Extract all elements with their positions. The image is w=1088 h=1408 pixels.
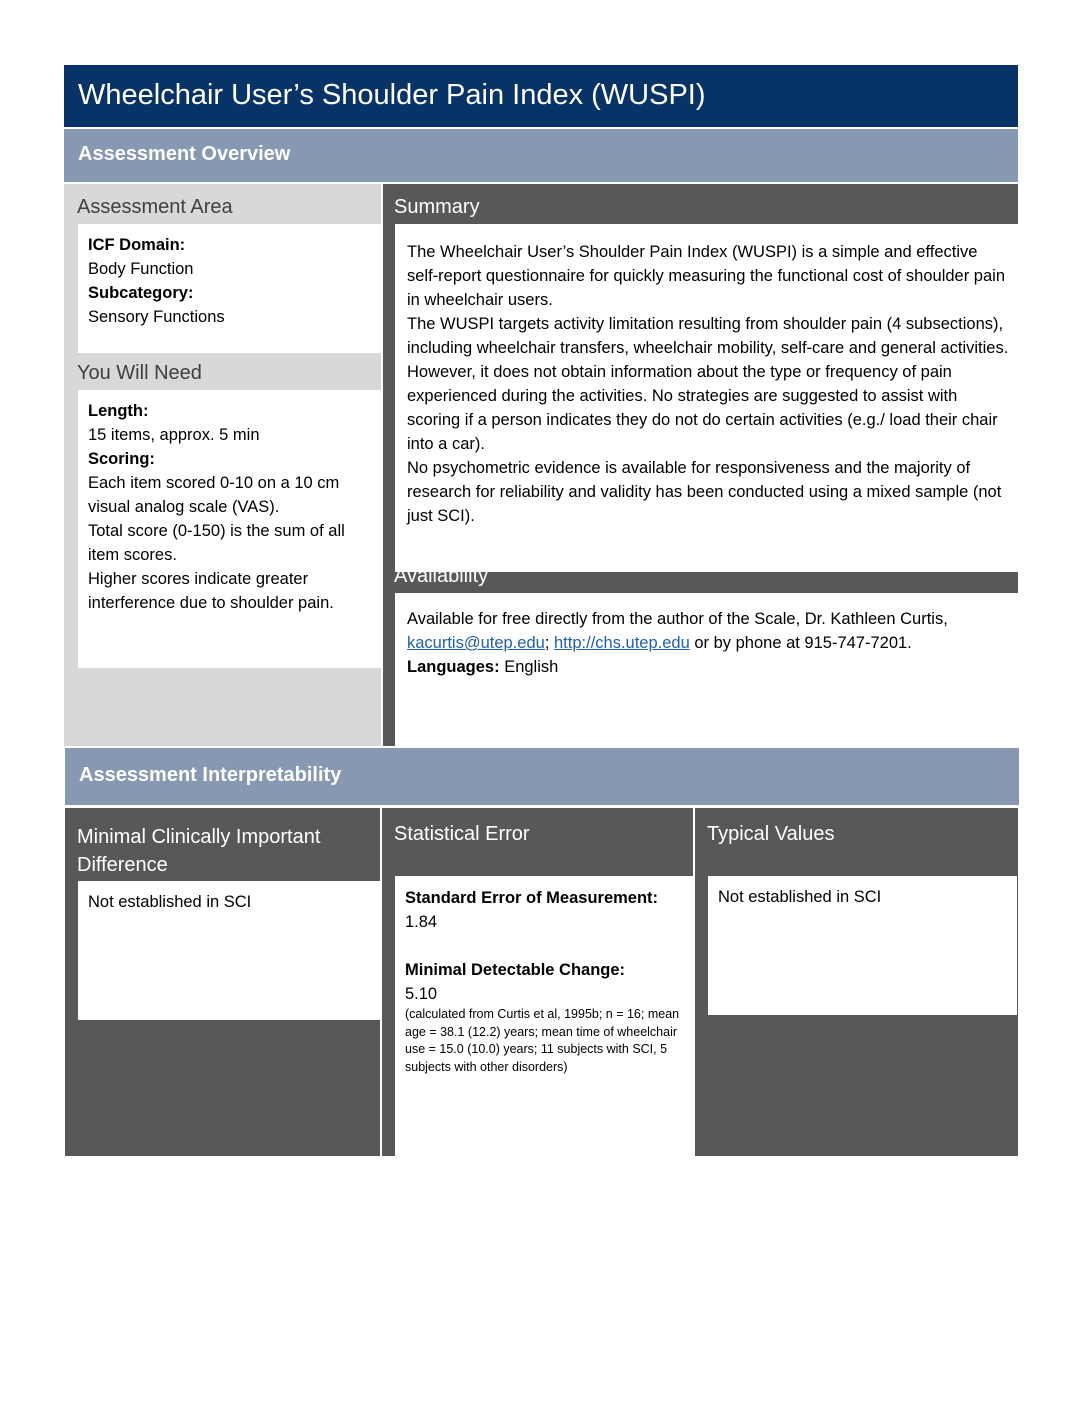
- summary-paragraph: The WUSPI targets activity limitation resulting from shoulder pain (4 subsections), including wheelchair transfers, wheelchair mobility, self-care and general activities. However, it does not obtain information about the type or frequency of pain experienced during the activities. No strategies are suggested to assist with scoring if a person indicates they do not do certain activities (e.g./ load their chair into a car).: [407, 315, 1009, 453]
- typical-values-panel: [695, 808, 1018, 1156]
- icf-domain-value: Body Function: [88, 260, 194, 278]
- scoring-label: Scoring:: [88, 450, 155, 468]
- availability-text: [407, 607, 1011, 655]
- availability-intro: Available for free directly from the author of the Scale, Dr. Kathleen Curtis,: [407, 610, 948, 628]
- calculation-note: (calculated from Curtis et al, 1995b; n = 16; mean age = 38.1 (12.2) years; mean time of wheelchair use = 15.0 (10.0) years; 11 subjects with SCI, 5 subjects with other disorders): [405, 1007, 680, 1074]
- link-separator: ;: [544, 634, 554, 652]
- languages-value: English: [499, 658, 559, 676]
- you-will-need-box: [78, 390, 387, 668]
- scoring-line: Each item scored 0-10 on a 10 cm visual analog scale (VAS).: [88, 474, 340, 516]
- mcid-value: Not established in SCI: [88, 893, 252, 911]
- interpretability-section-title: Assessment Interpretability: [79, 764, 342, 786]
- title-bar: [64, 65, 1018, 127]
- mcid-heading-line: Difference: [77, 854, 168, 876]
- mcid-heading: [77, 823, 320, 879]
- scoring-line: Total score (0-150) is the sum of all item scores.: [88, 522, 345, 564]
- summary-box: [395, 224, 1023, 572]
- statistical-error-heading: Statistical Error: [394, 823, 530, 845]
- typical-values-heading: Typical Values: [707, 823, 835, 845]
- interpretability-section-header: [65, 748, 1019, 805]
- overview-right-panel: [383, 184, 1018, 746]
- sem-value: 1.84: [405, 913, 438, 931]
- languages-label: Languages:: [407, 658, 500, 676]
- mcid-heading-line: Minimal Clinically Important: [77, 826, 321, 848]
- author-website-link[interactable]: http://chs.utep.edu: [554, 634, 690, 652]
- subcategory-value: Sensory Functions: [88, 308, 225, 326]
- typical-values-value: Not established in SCI: [718, 888, 882, 906]
- statistical-error-box: [395, 876, 701, 1168]
- overview-left-panel: [64, 184, 381, 746]
- assessment-area-box: [78, 224, 387, 353]
- languages-line: [407, 655, 1011, 679]
- length-label: Length:: [88, 402, 149, 420]
- author-email-link[interactable]: kacurtis@utep.edu: [407, 634, 545, 652]
- mcid-box: [78, 881, 387, 1020]
- summary-paragraph: No psychometric evidence is available for responsiveness and the majority of research for reliability and validity has been conducted using a mixed sample (not just SCI).: [407, 459, 1002, 525]
- mdc-label: Minimal Detectable Change:: [405, 961, 626, 979]
- availability-phone: or by phone at 915-747-7201.: [689, 634, 912, 652]
- overview-section-header: [64, 129, 1018, 182]
- typical-values-box: [708, 876, 1017, 1015]
- summary-paragraph: The Wheelchair User’s Shoulder Pain Index (WUSPI) is a simple and effective self-report questionnaire for quickly measuring the functional cost of shoulder pain in wheelchair users.: [407, 243, 1005, 309]
- icf-domain-label: ICF Domain:: [88, 236, 186, 254]
- you-will-need-heading: You Will Need: [77, 362, 202, 384]
- scoring-line: Higher scores indicate greater interference due to shoulder pain.: [88, 570, 334, 612]
- sem-label: Standard Error of Measurement:: [405, 889, 659, 907]
- availability-box: [395, 593, 1023, 747]
- mcid-panel: [65, 808, 380, 1156]
- page-title: Wheelchair User’s Shoulder Pain Index (WUSPI): [78, 79, 706, 111]
- mdc-value: 5.10: [405, 985, 438, 1003]
- length-value: 15 items, approx. 5 min: [88, 426, 260, 444]
- availability-heading: Availability: [394, 565, 489, 587]
- summary-heading: Summary: [394, 196, 480, 218]
- subcategory-label: Subcategory:: [88, 284, 194, 302]
- overview-section-title: Assessment Overview: [78, 143, 291, 165]
- assessment-area-heading: Assessment Area: [77, 196, 233, 218]
- statistical-error-panel: [382, 808, 693, 1156]
